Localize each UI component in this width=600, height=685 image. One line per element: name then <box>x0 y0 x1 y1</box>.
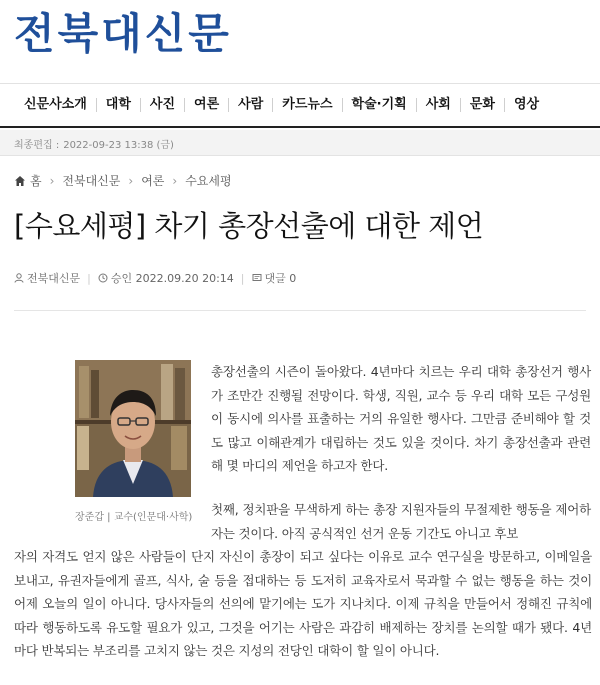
main-nav <box>0 84 600 128</box>
article-paragraph: 첫째, 정치판을 무색하게 하는 총장 지원자들의 무절제한 행동을 제어하자는 것이다. 아직 공식적인 선거 운동 기간도 아니고 후보 <box>211 502 591 541</box>
masthead <box>0 0 600 84</box>
nav-item-about[interactable]: 신문사소개 <box>24 97 87 112</box>
nav-item-society[interactable]: 사회 <box>416 98 460 112</box>
byline-divider: | <box>87 271 91 285</box>
nav-item-video[interactable]: 영상 <box>504 98 548 112</box>
article-byline <box>14 270 296 286</box>
last-updated-value: 2022-09-23 13:38 (금) <box>63 140 174 151</box>
author-photo[interactable] <box>75 360 191 497</box>
nav-item-academic[interactable]: 학술·기획 <box>342 98 416 112</box>
breadcrumb-section[interactable]: 전북대신문 <box>62 174 121 188</box>
content-divider <box>14 310 586 311</box>
byline-divider: | <box>240 271 245 285</box>
photo-caption: 장준갑 | 교수(인문대·사학) <box>75 512 193 523</box>
last-updated-bar <box>0 130 600 156</box>
user-icon <box>14 273 24 283</box>
home-icon[interactable] <box>14 175 26 187</box>
article-approved-date: 승인 2022.09.20 20:14 <box>110 272 234 285</box>
breadcrumb-column[interactable]: 수요세평 <box>185 174 232 188</box>
nav-item-cardnews[interactable]: 카드뉴스 <box>272 98 341 112</box>
breadcrumb-separator-icon: › <box>49 173 55 188</box>
nav-item-opinion[interactable]: 여론 <box>184 98 228 112</box>
article-paragraph: 자의 자격도 얻지 않은 사람들이 단지 자신이 총장이 되고 싶다는 이유로 교수 연구실을 방문하고, 이메일을 보내고, 유권자들에게 골프, 식사, 술 등을 접대하는 등 도저히 교육자로서 묵과할 수 없는 행동을 하는 것이 어제 오늘의 일이 아니다. 당사자들의 선의에 맡기에는 도가 지나치다. 이제 규칙을 만들어서 정해진 규칙에 따라 행동하도록 유도할 필요가 있고, 그것을 어기는 사람은 과감히 배제하는 장치를 논의할 때가 됐다. 4년마다 반복되는 부조리를 고치지 않는 것은 지성의 전당인 대학이 할 일이 아니다. <box>14 549 592 658</box>
breadcrumb-category[interactable]: 여론 <box>141 174 165 188</box>
site-logo[interactable]: 전북대신문 <box>14 9 232 58</box>
breadcrumb-separator-icon: › <box>172 173 178 188</box>
last-updated <box>14 136 178 151</box>
nav-item-university[interactable]: 대학 <box>96 98 140 112</box>
comment-icon[interactable] <box>252 273 262 283</box>
clock-icon <box>98 273 108 283</box>
author-portrait-image <box>75 360 191 497</box>
breadcrumb <box>14 172 232 189</box>
nav-item-people[interactable]: 사람 <box>228 98 272 112</box>
article-paragraph: 총장선출의 시즌이 돌아왔다. 4년마다 치르는 우리 대학 총장선거 행사가 조만간 진행될 전망이다. 학생, 직원, 교수 등 우리 대학 모든 구성원이 동시에 의사를 표출하는 거의 유일한 행사다. 그만큼 준비해야 할 것도 많고 이해관계가 대립하는 것도 있을 것이다. 차기 총장선출과 관련해 몇 마디의 제언을 하고자 한다. <box>211 364 591 473</box>
last-updated-label: 최종편집 : <box>14 140 60 151</box>
nav-item-photo[interactable]: 사진 <box>140 98 184 112</box>
article-comments-count[interactable]: 댓글 0 <box>264 272 297 285</box>
article-author: 전북대신문 <box>27 272 81 285</box>
breadcrumb-home[interactable]: 홈 <box>30 174 42 188</box>
nav-item-culture[interactable]: 문화 <box>460 98 504 112</box>
breadcrumb-separator-icon: › <box>128 173 134 188</box>
article-title: [수요세평] 차기 총장선출에 대한 제언 <box>14 209 484 243</box>
